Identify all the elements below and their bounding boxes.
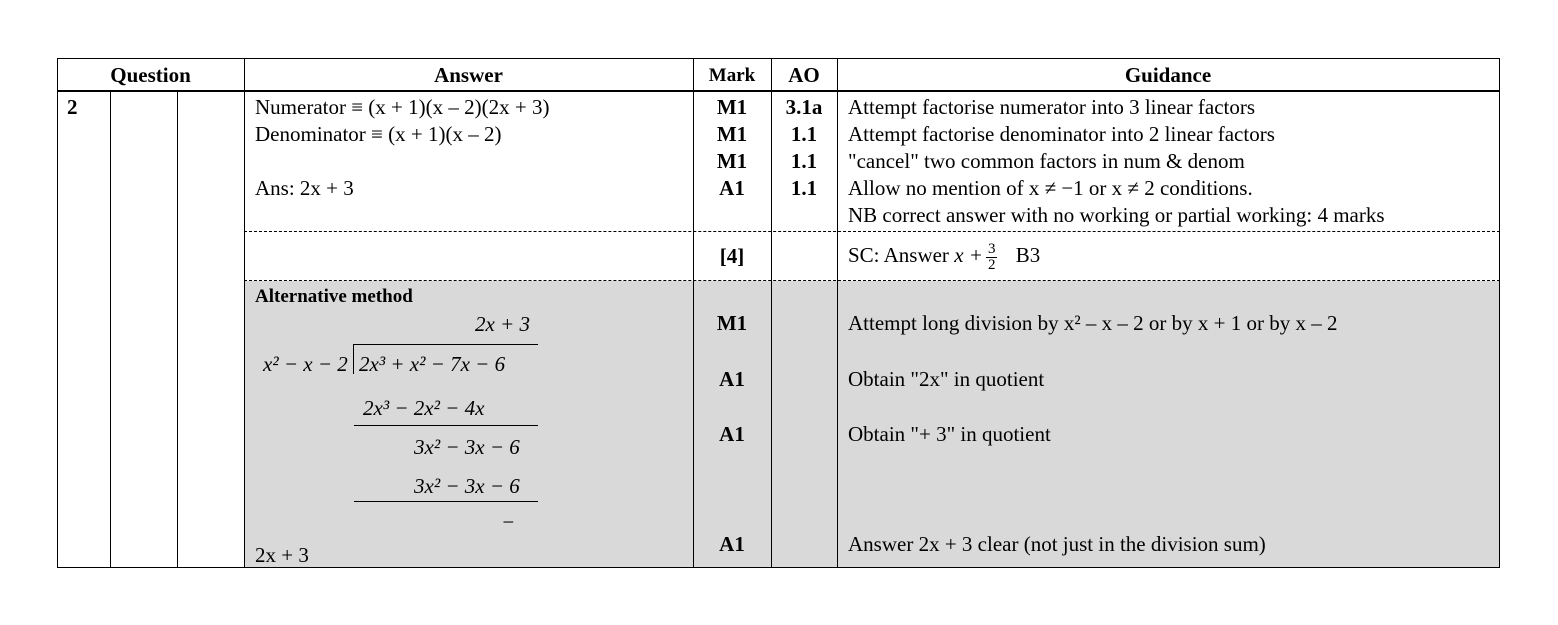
division-bar xyxy=(354,344,538,345)
special-case-fraction xyxy=(986,242,998,273)
special-case-code: B3 xyxy=(1015,243,1041,267)
long-division-step2: 3x² − 3x − 6 xyxy=(414,474,520,498)
alt-guidance-4: Answer 2x + 3 clear (not just in the division sum) xyxy=(848,532,1266,556)
alt-guidance-2: Obtain "2x" in quotient xyxy=(848,367,1045,391)
mark-2: M1 xyxy=(716,122,748,146)
guidance-2: Attempt factorise denominator into 2 linear factors xyxy=(848,122,1275,146)
col-border-left xyxy=(57,58,58,568)
division-bracket xyxy=(353,344,354,374)
special-case-guidance xyxy=(848,238,1040,273)
mark-4: A1 xyxy=(719,176,745,200)
col-border-q1 xyxy=(110,91,111,568)
question-number: 2 xyxy=(67,95,78,119)
answer-denominator: Denominator ≡ (x + 1)(x – 2) xyxy=(255,122,502,146)
col-border-q2 xyxy=(177,91,178,568)
header-bottom-border xyxy=(57,90,1500,92)
table-top-border xyxy=(57,58,1500,59)
long-division-dividend: 2x³ + x² − 7x − 6 xyxy=(359,352,506,376)
mark-3: M1 xyxy=(716,149,748,173)
header-guidance: Guidance xyxy=(1124,63,1212,87)
mark-1: M1 xyxy=(716,95,748,119)
total-mark: [4] xyxy=(719,244,745,268)
special-case-prefix: SC: Answer xyxy=(848,243,949,267)
ao-3: 1.1 xyxy=(790,149,818,173)
col-border-right xyxy=(1499,58,1500,568)
guidance-4: Allow no mention of x ≠ −1 or x ≠ 2 conditions. xyxy=(848,176,1253,200)
total-row-top-divider xyxy=(244,231,1500,232)
col-border-guidance xyxy=(837,58,838,568)
answer-final: Ans: 2x + 3 xyxy=(255,176,354,200)
long-division-final-remainder: − xyxy=(501,510,516,534)
alternative-top-divider xyxy=(244,280,1500,281)
header-answer: Answer xyxy=(434,63,503,87)
alternative-method-title: Alternative method xyxy=(255,286,413,307)
alt-mark-1: M1 xyxy=(716,311,748,335)
col-border-answer xyxy=(244,58,245,568)
fraction-denominator: 2 xyxy=(987,256,996,273)
ao-2: 1.1 xyxy=(790,122,818,146)
fraction-numerator: 3 xyxy=(987,240,996,257)
table-bottom-border xyxy=(57,567,1500,568)
alt-guidance-1: Attempt long division by x² – x – 2 or by x + 1 or by x – 2 xyxy=(848,311,1338,335)
header-ao: AO xyxy=(788,63,820,87)
header-question: Question xyxy=(110,63,191,87)
guidance-3: "cancel" two common factors in num & denom xyxy=(848,149,1245,173)
step2-underline xyxy=(354,501,538,502)
guidance-1: Attempt factorise numerator into 3 linear factors xyxy=(848,95,1256,119)
alt-mark-4: A1 xyxy=(719,532,745,556)
alt-guidance-3: Obtain "+ 3" in quotient xyxy=(848,422,1051,446)
guidance-5: NB correct answer with no working or partial working: 4 marks xyxy=(848,203,1385,227)
alt-mark-2: A1 xyxy=(719,367,745,391)
long-division-quotient: 2x + 3 xyxy=(475,312,530,336)
alt-mark-3: A1 xyxy=(719,422,745,446)
special-case-expression: x + xyxy=(954,243,983,267)
mark-scheme-table xyxy=(57,58,1500,568)
long-division-remainder1: 3x² − 3x − 6 xyxy=(414,435,520,459)
alternative-final-answer: 2x + 3 xyxy=(255,543,309,567)
long-division-step1: 2x³ − 2x² − 4x xyxy=(363,396,485,420)
answer-numerator: Numerator ≡ (x + 1)(x – 2)(2x + 3) xyxy=(255,95,550,119)
header-mark: Mark xyxy=(708,65,756,86)
ao-1: 3.1a xyxy=(785,95,823,119)
step1-underline xyxy=(354,425,538,426)
ao-4: 1.1 xyxy=(790,176,818,200)
long-division-divisor: x² − x − 2 xyxy=(263,352,348,376)
